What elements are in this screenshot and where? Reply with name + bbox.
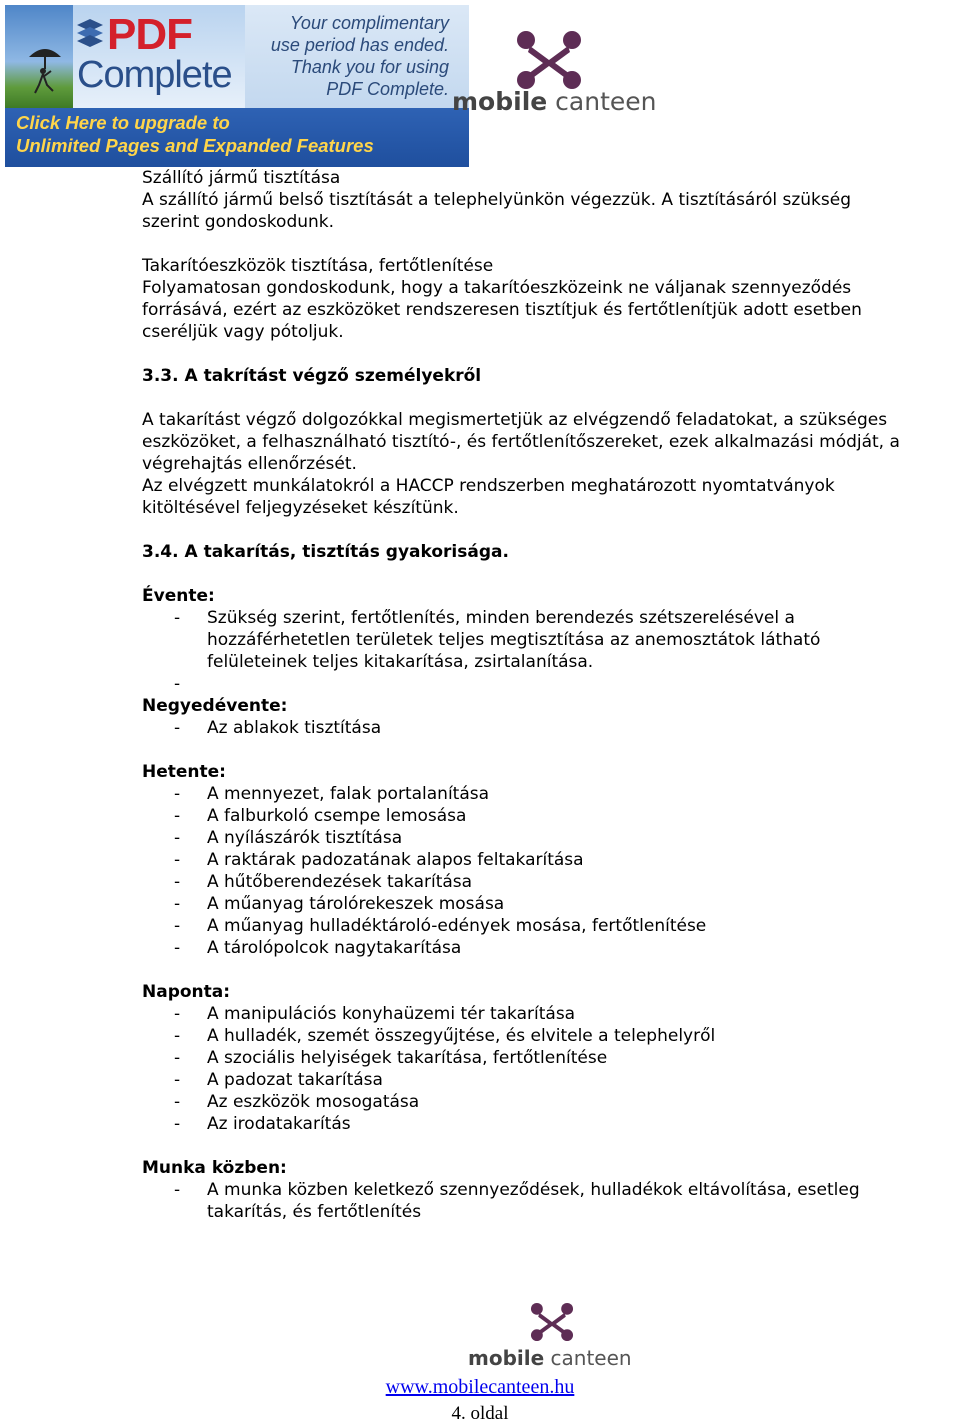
list-bullet: - <box>174 828 181 848</box>
list-bullet: - <box>174 1180 181 1200</box>
paragraph-title: Takarítóeszközök tisztítása, fertőtlenítése <box>142 256 494 276</box>
list-bullet: - <box>174 1048 181 1068</box>
list-item: - A mennyezet, falak portalanítása <box>174 784 490 804</box>
paragraph-line: Folyamatosan gondoskodunk, hogy a takarítóeszközeink ne váljanak szennyeződés <box>142 278 852 298</box>
paragraph-line: A takarítást végző dolgozókkal megismertetjük az elvégzendő feladatokat, a szükséges <box>142 410 888 430</box>
list-item-continuation: hozzáférhetetlen területek teljes megtisztítása az anemosztátok látható <box>207 630 821 650</box>
document-body <box>142 167 960 1223</box>
list-item-continuation: felületeinek teljes kitakarítása, zsirtalanítása. <box>207 652 594 672</box>
mobile-canteen-x-icon <box>529 1302 575 1342</box>
list-bullet: - <box>174 1114 181 1134</box>
list-bullet: - <box>174 784 181 804</box>
complete-logo-text: Complete <box>77 54 232 96</box>
list-item: - Az irodatakarítás <box>174 1114 351 1134</box>
upgrade-cta-link[interactable]: Click Here to upgrade to Unlimited Pages and Expanded Features <box>16 112 374 156</box>
frequency-label-during-work: Munka közben: <box>142 1158 287 1178</box>
list-item-continuation: takarítás, és fertőtlenítés <box>207 1202 422 1222</box>
upgrade-banner[interactable] <box>5 5 469 167</box>
frequency-label-daily: Naponta: <box>142 982 231 1002</box>
page-number: 4. oldal <box>451 1403 509 1424</box>
pdf-logo-text: PDF <box>107 10 192 59</box>
paragraph-line: végrehajtás ellenőrzését. <box>142 454 357 474</box>
paragraph-line: A szállító jármű belső tisztítását a telephelyünkön végezzük. A tisztításáról szükség <box>142 190 852 210</box>
brand-name: mobile canteen <box>468 1346 632 1370</box>
paragraph-title: Szállító jármű tisztítása <box>142 168 341 188</box>
list-bullet: - <box>174 674 181 694</box>
section-heading: 3.3. A takrítást végző személyekről <box>142 366 482 386</box>
list-item: - A falburkoló csempe lemosása <box>174 806 467 826</box>
list-bullet: - <box>174 916 181 936</box>
list-item: - A szociális helyiségek takarítása, fertőtlenítése <box>174 1048 608 1068</box>
footer-brand-logo <box>466 1302 641 1372</box>
list-bullet: - <box>174 850 181 870</box>
list-bullet: - <box>174 1004 181 1024</box>
section-heading: 3.4. A takarítás, tisztítás gyakorisága. <box>142 542 509 562</box>
frequency-label-weekly: Hetente: <box>142 762 226 782</box>
list-item: - A műanyag hulladéktároló-edények mosása, fertőtlenítése <box>174 916 707 936</box>
website-link[interactable]: www.mobilecanteen.hu <box>385 1376 575 1398</box>
list-item: - A műanyag tárolórekeszek mosása <box>174 894 505 914</box>
list-bullet: - <box>174 718 181 738</box>
list-item: - A hűtőberendezések takarítása <box>174 872 473 892</box>
pdf-stack-icon <box>75 17 105 51</box>
list-item: - A nyílászárók tisztítása <box>174 828 403 848</box>
list-item: - Szükség szerint, fertőtlenítés, minden berendezés szétszerelésével a <box>174 608 795 628</box>
paragraph-line: Az elvégzett munkálatokról a HACCP rendszerben meghatározott nyomtatványok <box>142 476 835 496</box>
frequency-label-quarterly: Negyedévente: <box>142 696 288 716</box>
list-item: - A padozat takarítása <box>174 1070 383 1090</box>
list-bullet: - <box>174 1070 181 1090</box>
list-bullet: - <box>174 1026 181 1046</box>
list-bullet: - <box>174 938 181 958</box>
list-item: - A raktárak padozatának alapos feltakarítása <box>174 850 584 870</box>
list-bullet: - <box>174 1092 181 1112</box>
banner-thanks-message: Your complimentary use period has ended. Thank you for using PDF Complete. <box>270 13 449 99</box>
frequency-label-yearly: Évente: <box>142 586 215 606</box>
list-bullet: - <box>174 872 181 892</box>
list-item: - Az eszközök mosogatása <box>174 1092 420 1112</box>
list-bullet: - <box>174 608 181 628</box>
paragraph-line: forrásává, ezért az eszközöket rendszeresen tisztítjuk és fertőtlenítjük adott esetben <box>142 300 862 320</box>
mobile-canteen-x-icon <box>514 30 584 90</box>
paragraph-line: szerint gondoskodunk. <box>142 212 335 232</box>
list-item: - Az ablakok tisztítása <box>174 718 382 738</box>
paragraph-line: kitöltésével feljegyzéseket készítünk. <box>142 498 459 518</box>
header-brand-logo <box>452 30 662 120</box>
list-item: - A munka közben keletkező szennyeződések, hulladékok eltávolítása, esetleg <box>174 1180 860 1200</box>
list-item: - A manipulációs konyhaüzemi tér takarítása <box>174 1004 576 1024</box>
paragraph-line: cseréljük vagy pótoljuk. <box>142 322 344 342</box>
list-item: - A hulladék, szemét összegyűjtése, és elvitele a telephelyről <box>174 1026 716 1046</box>
list-bullet: - <box>174 894 181 914</box>
brand-name: mobile canteen <box>452 87 657 116</box>
umbrella-person-icon <box>27 45 63 95</box>
list-bullet: - <box>174 806 181 826</box>
paragraph-line: eszközöket, a felhasználható tisztító-, és fertőtlenítőszereket, ezek alkalmazási módját, a <box>142 432 900 452</box>
list-item-empty <box>142 673 960 695</box>
list-item: - A tárolópolcok nagytakarítása <box>174 938 462 958</box>
